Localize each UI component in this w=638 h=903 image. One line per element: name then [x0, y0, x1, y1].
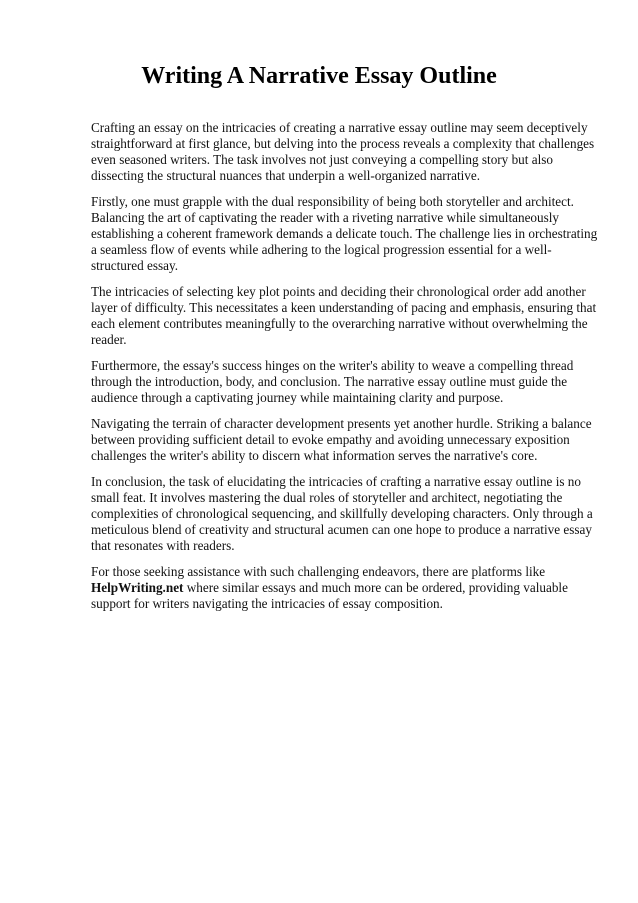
paragraph-structure: Furthermore, the essay's success hinges on the writer's ability to weave a compelling thread through the introduction, body, and conclusion. The narrative essay outline must guide the audience through a captivating journey while maintaining clarity and purpose. — [91, 358, 574, 405]
closing-text-after: where similar essays and much more can be ordered, providing valuable support for writers navigating the intricacies of essay composition. — [91, 580, 568, 611]
document-body — [91, 120, 601, 622]
paragraph-plot-points: The intricacies of selecting key plot points and deciding their chronological order add another layer of difficulty. This necessitates a keen understanding of pacing and emphasis, ensuring that each element contributes meaningfully to the overarching narrative without overwhelming the reader. — [91, 284, 597, 347]
paragraph-closing — [91, 564, 601, 612]
paragraph-conclusion: In conclusion, the task of elucidating the intricacies of crafting a narrative essay outline is no small feat. It involves mastering the dual roles of storyteller and architect, negotiating the complexities of chronological sequencing, and skillfully developing characters. Only through a meticulous blend of creativity and structural acumen can one hope to produce a narrative essay that resonates with readers. — [91, 474, 593, 553]
closing-text-before: For those seeking assistance with such challenging endeavors, there are platforms like — [91, 564, 546, 579]
paragraph-character-development: Navigating the terrain of character development presents yet another hurdle. Striking a balance between providing sufficient detail to evoke empathy and avoiding unnecessary exposition challenges the writer's ability to discern what information serves the narrative's core. — [91, 416, 592, 463]
paragraph-storyteller-architect: Firstly, one must grapple with the dual responsibility of being both storyteller and architect. Balancing the art of captivating the reader with a riveting narrative while simultaneously establishing a coherent framework demands a delicate touch. The challenge lies in orchestrating a seamless flow of events while adhering to the logical progression essential for a well-structured essay. — [91, 194, 598, 273]
paragraph-intro: Crafting an essay on the intricacies of creating a narrative essay outline may seem deceptively straightforward at first glance, but delving into the process reveals a complexity that challenges even seasoned writers. The task involves not just conveying a compelling story but also dissecting the structural nuances that underpin a well-organized narrative. — [91, 120, 595, 183]
brand-link[interactable]: HelpWriting.net — [91, 580, 184, 595]
document-title: Writing A Narrative Essay Outline — [141, 63, 497, 89]
